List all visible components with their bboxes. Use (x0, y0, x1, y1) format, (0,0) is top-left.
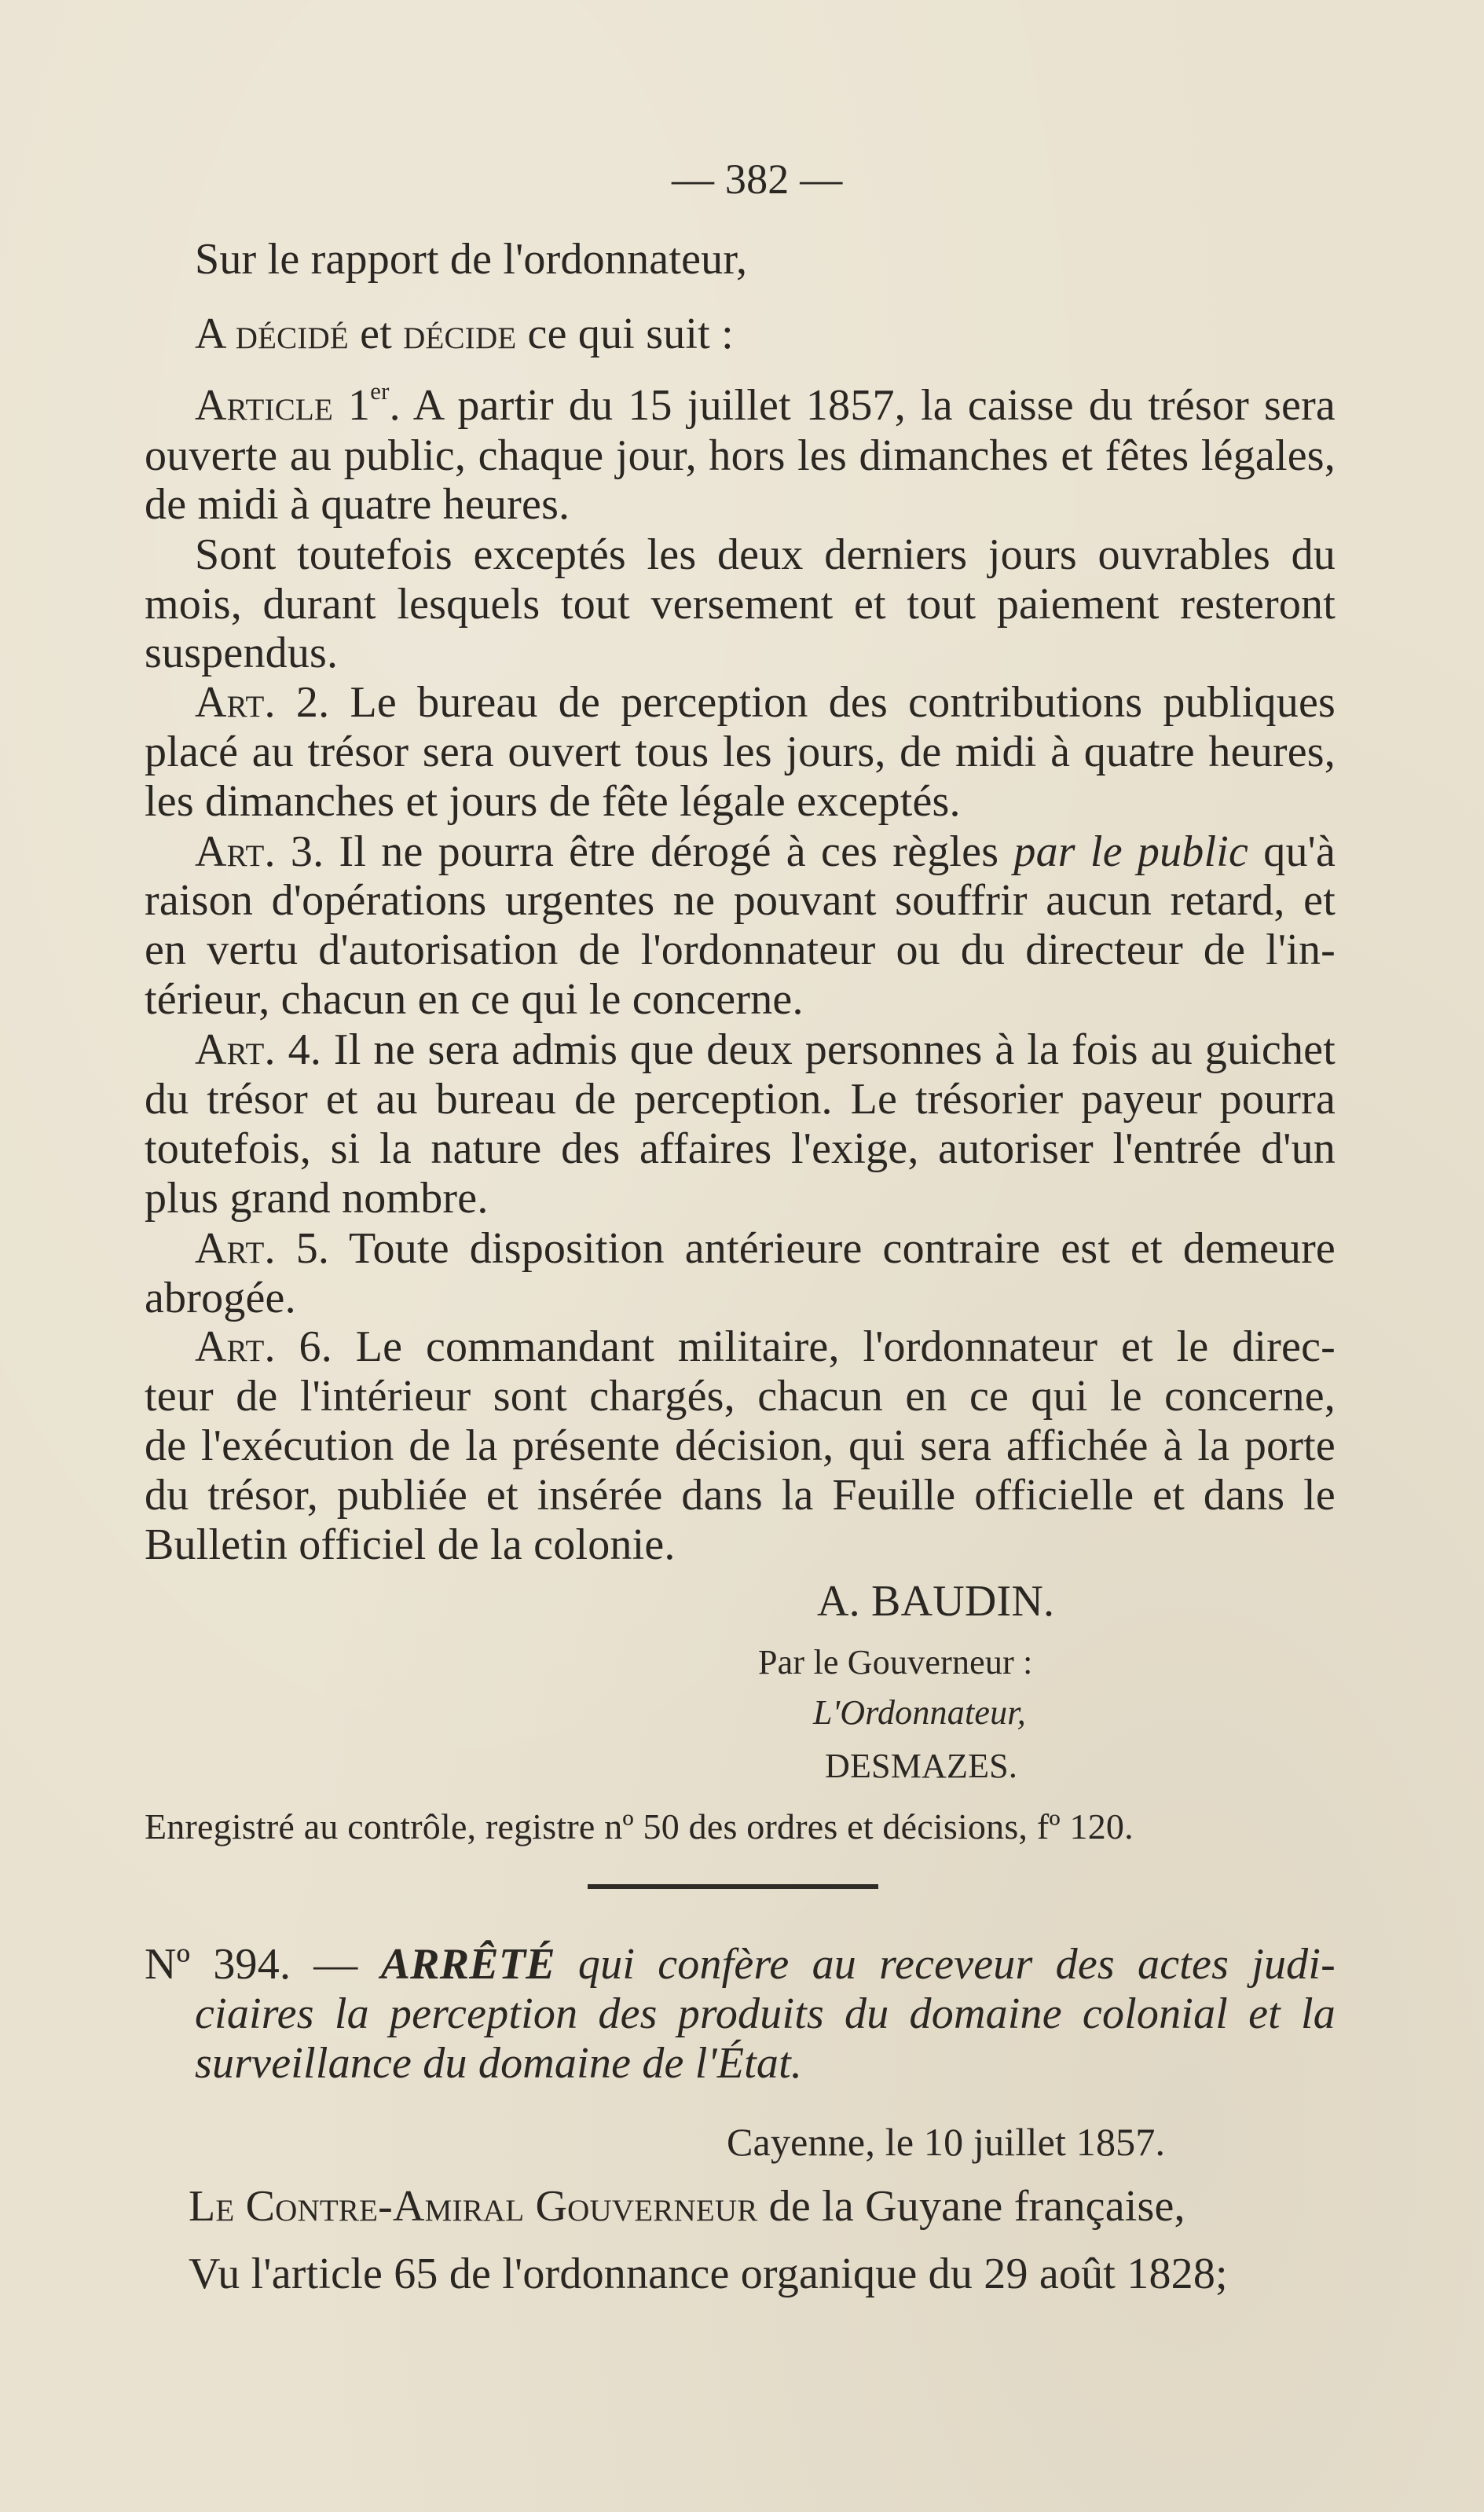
article-3-line-1 (195, 827, 1336, 877)
section-rule (588, 1884, 878, 1889)
arrete-governor-line (189, 2181, 1185, 2231)
article-4-line-1 (195, 1025, 1336, 1075)
arrete-title-bold: ARRÊTÉ (380, 1940, 555, 1989)
arrete-title-line-1 (145, 1939, 1336, 1989)
article-6-line-1 (195, 1322, 1336, 1372)
article-4-text-1: . 4. Il ne sera admis que deux personnes à la fois au guichet (264, 1025, 1336, 1074)
article-2-line-1 (195, 677, 1336, 728)
article-3-label: Art (195, 827, 265, 876)
decide-lead: A (195, 310, 236, 358)
article-2-line-3: les dimanches et jours de fête légale exceptés. (145, 777, 961, 826)
article-5-line-2: abrogée. (145, 1274, 296, 1322)
article-5-label: Art (195, 1224, 265, 1273)
article-1-line-6: suspendus. (145, 629, 339, 677)
article-3-text-1a: . 3. Il ne pourra être dérogé à ces règles (264, 827, 1014, 876)
article-1-sup: er (370, 377, 390, 405)
arrete-number: Nº 394. — (145, 1940, 381, 1989)
page-number: — 382 — (672, 156, 843, 203)
decide-keyword-1: décidé (235, 310, 349, 358)
arrete-title-line-2: ciaires la perception des produits du domaine colonial et la (195, 1989, 1336, 2038)
arrete-dateline: Cayenne, le 10 juillet 1857. (727, 2120, 1166, 2164)
article-5-text-1: . 5. Toute disposition antérieure contraire est et demeure (264, 1224, 1336, 1273)
intro-line: Sur le rapport de l'ordonnateur, (195, 235, 748, 284)
signature-signer: DESMAZES. (825, 1747, 1018, 1785)
decide-keyword-2: décide (403, 310, 517, 358)
article-1-line-2: ouverte au public, chaque jour, hors les dimanches et fêtes légales, (145, 431, 1336, 480)
signature-name: A. BAUDIN. (817, 1577, 1055, 1626)
article-2-text-1: . 2. Le bureau de perception des contributions publiques (264, 678, 1336, 727)
article-4-line-2: du trésor et au bureau de perception. Le trésorier payeur pourra (145, 1075, 1336, 1124)
article-3-line-3: en vertu d'autorisation de l'ordonnateur ou du directeur de l'in- (145, 926, 1336, 974)
article-3-text-1b: qu'à (1248, 827, 1336, 876)
article-6-line-3: de l'exécution de la présente décision, qui sera affichée à la porte (145, 1421, 1336, 1470)
article-3-line-2: raison d'opérations urgentes ne pouvant souffrir aucun retard, et (145, 876, 1336, 925)
article-1-text-1: . A partir du 15 juillet 1857, la caisse du trésor sera (389, 381, 1336, 430)
decide-line (195, 309, 734, 359)
article-6-label: Art (195, 1322, 265, 1371)
governor-rest: de la Guyane française, (757, 2182, 1185, 2231)
article-6-line-2: teur de l'intérieur sont chargés, chacun en ce qui le concerne, (145, 1372, 1336, 1421)
arrete-title-line-3: surveillance du domaine de l'État. (195, 2039, 803, 2088)
governor-title: Le Contre-Amiral Gouverneur (189, 2182, 758, 2231)
article-4-line-4: plus grand nombre. (145, 1174, 489, 1223)
article-6-text-1: . 6. Le commandant militaire, l'ordonnateur et le direc- (264, 1322, 1336, 1371)
article-3-italic: par le public (1013, 827, 1249, 876)
article-1-line-4: Sont toutefois exceptés les deux derniers jours ouvrables du (195, 530, 1336, 579)
article-6-line-5: Bulletin officiel de la colonie. (145, 1520, 676, 1569)
article-4-line-3: toutefois, si la nature des affaires l'exige, autoriser l'entrée d'un (145, 1124, 1336, 1173)
decide-mid: et (348, 310, 404, 358)
article-5-line-1 (195, 1223, 1336, 1274)
registration-line: Enregistré au contrôle, registre nº 50 des ordres et décisions, fº 120. (145, 1806, 1134, 1846)
article-3-line-4: térieur, chacun en ce qui le concerne. (145, 975, 804, 1024)
article-1-line-5: mois, durant lesquels tout versement et tout paiement resteront (145, 580, 1336, 629)
signature-role: L'Ordonnateur, (813, 1693, 1026, 1732)
article-1-label: Article 1 (195, 381, 371, 430)
decide-tail: ce qui suit : (516, 310, 734, 358)
article-1-line-1 (195, 377, 1336, 431)
article-2-line-2: placé au trésor sera ouvert tous les jours, de midi à quatre heures, (145, 728, 1336, 776)
arrete-title-text-1: qui confère au receveur des actes judi- (555, 1940, 1336, 1989)
article-4-label: Art (195, 1025, 265, 1074)
arrete-vu-line: Vu l'article 65 de l'ordonnance organique du 29 août 1828; (189, 2250, 1228, 2298)
article-6-line-4: du trésor, publiée et insérée dans la Feuille officielle et dans le (145, 1471, 1336, 1520)
article-1-line-3: de midi à quatre heures. (145, 480, 570, 529)
article-2-label: Art (195, 678, 265, 727)
signature-par: Par le Gouverneur : (758, 1643, 1033, 1681)
